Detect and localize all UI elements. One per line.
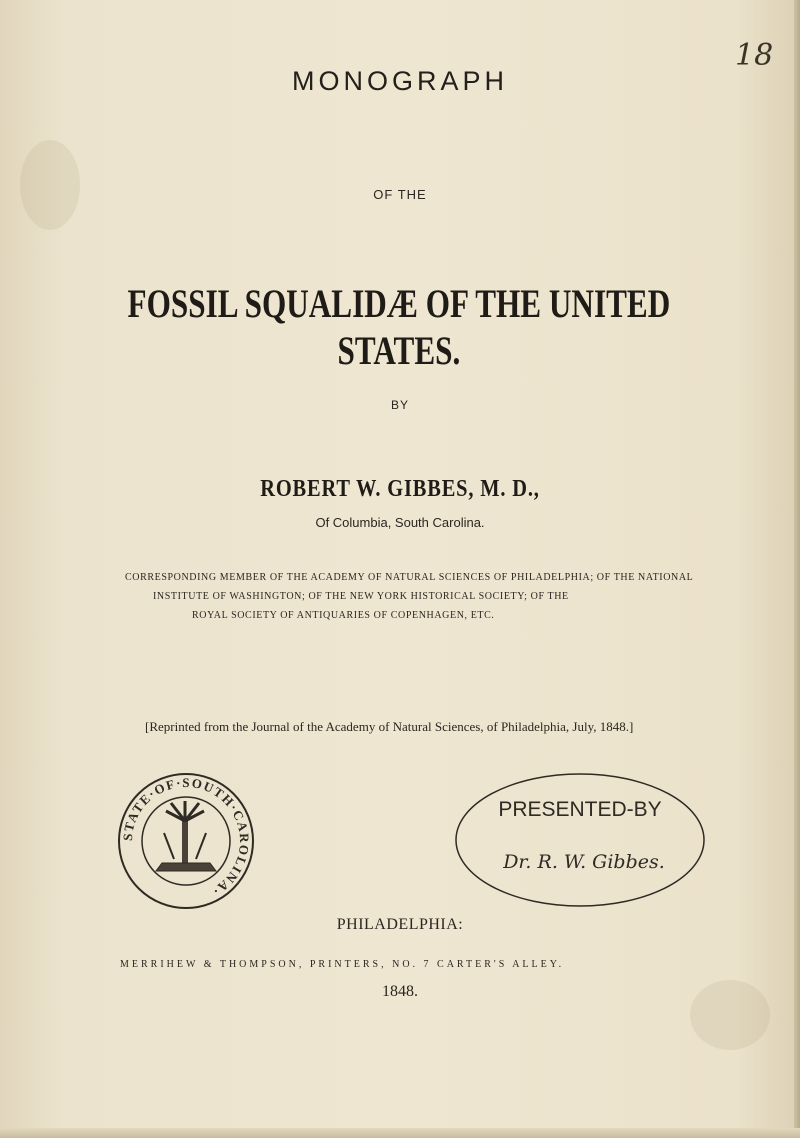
monograph-heading: MONOGRAPH <box>291 66 508 96</box>
paper-stain <box>20 140 80 230</box>
handwritten-mark: 18 <box>735 38 774 73</box>
imprint-year: 1848. <box>382 983 418 1000</box>
page-edge <box>0 1128 800 1138</box>
by-text: BY <box>390 398 409 412</box>
imprint-printer: MERRIHEW & THOMPSON, PRINTERS, NO. 7 CARTER'S ALLEY. <box>120 959 565 970</box>
stamp-outline <box>456 774 704 906</box>
page-title: FOSSIL SQUALIDÆ OF THE UNITED STATES. <box>127 281 671 373</box>
stamp-signature: Dr. R. W. Gibbes. <box>503 851 665 873</box>
seal-inscription: STATE·OF·SOUTH·CAROLINA· <box>119 774 253 900</box>
membership-line: ROYAL SOCIETY OF ANTIQUARIES OF COPENHAGEN, ETC. <box>192 610 495 621</box>
membership-line: CORRESPONDING MEMBER OF THE ACADEMY OF NATURAL SCIENCES OF PHILADELPHIA; OF THE NATIONAL <box>125 572 694 583</box>
reprint-note: [Reprinted from the Journal of the Academy of Natural Sciences, of Philadelphia, July, 1848.] <box>145 719 634 734</box>
author-affiliation: Of Columbia, South Carolina. <box>315 515 485 530</box>
of-the-text: OF THE <box>373 187 427 202</box>
state-seal-stamp <box>116 771 256 911</box>
presented-by-stamp <box>452 770 707 910</box>
memberships-paragraph <box>125 568 694 625</box>
author-name: ROBERT W. GIBBES, M. D., <box>260 476 540 502</box>
imprint-place: PHILADELPHIA: <box>336 916 464 933</box>
membership-line: INSTITUTE OF WASHINGTON; OF THE NEW YORK HISTORICAL SOCIETY; OF THE <box>153 591 569 602</box>
seal-palmetto-icon <box>156 801 216 871</box>
stamp-label: PRESENTED-BY <box>498 798 662 821</box>
page-edge <box>794 0 800 1138</box>
